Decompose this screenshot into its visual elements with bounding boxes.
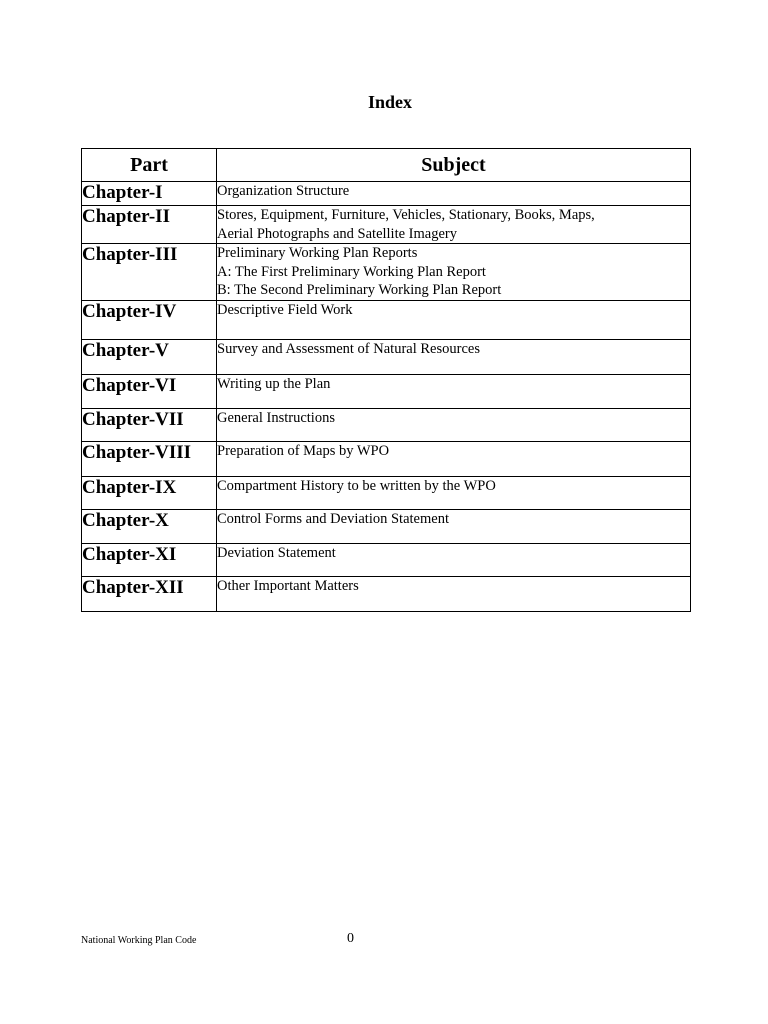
chapter-subject <box>217 477 691 510</box>
chapter-label: Chapter-IX <box>82 477 217 510</box>
chapter-label: Chapter-VI <box>82 375 217 409</box>
chapter-label: Chapter-VII <box>82 409 217 442</box>
page-number: 0 <box>347 931 354 946</box>
chapter-label: Chapter-V <box>82 340 217 375</box>
subject-line: Compartment History to be written by the WPO <box>217 478 496 494</box>
table-row <box>82 182 691 206</box>
subject-column-header: Subject <box>217 149 691 182</box>
subject-line: Preliminary Working Plan Reports <box>217 245 418 261</box>
chapter-label: Chapter-IV <box>82 301 217 340</box>
table-row <box>82 544 691 577</box>
chapter-label: Chapter-VIII <box>82 442 217 477</box>
subject-line: Organization Structure <box>217 183 350 199</box>
chapter-subject <box>217 340 691 375</box>
index-table <box>81 148 691 612</box>
chapter-subject <box>217 409 691 442</box>
table-row <box>82 301 691 340</box>
chapter-subject <box>217 301 691 340</box>
chapter-label: Chapter-II <box>82 206 217 244</box>
page-title: Index <box>367 92 412 112</box>
subject-line: Preparation of Maps by WPO <box>217 443 390 459</box>
chapter-subject <box>217 244 691 301</box>
subject-line: Survey and Assessment of Natural Resources <box>217 341 480 357</box>
subject-line: B: The Second Preliminary Working Plan Report <box>217 282 502 298</box>
chapter-subject <box>217 544 691 577</box>
table-header-row <box>82 149 691 182</box>
table-row <box>82 206 691 244</box>
subject-line: Descriptive Field Work <box>217 302 353 318</box>
table-row <box>82 244 691 301</box>
subject-line: General Instructions <box>217 410 335 426</box>
chapter-subject <box>217 577 691 612</box>
chapter-label: Chapter-XI <box>82 544 217 577</box>
table-row <box>82 477 691 510</box>
chapter-label: Chapter-III <box>82 244 217 301</box>
table-row <box>82 442 691 477</box>
chapter-label: Chapter-X <box>82 510 217 544</box>
table-row <box>82 375 691 409</box>
chapter-subject <box>217 206 691 244</box>
table-row <box>82 340 691 375</box>
table-row <box>82 409 691 442</box>
subject-line: A: The First Preliminary Working Plan Report <box>217 263 486 280</box>
chapter-subject <box>217 442 691 477</box>
chapter-subject <box>217 182 691 206</box>
chapter-subject <box>217 375 691 409</box>
chapter-label: Chapter-XII <box>82 577 217 612</box>
subject-line: Aerial Photographs and Satellite Imagery <box>217 225 457 242</box>
footer-document-title: National Working Plan Code <box>81 935 197 946</box>
subject-line: Stores, Equipment, Furniture, Vehicles, Stationary, Books, Maps, <box>217 207 595 223</box>
chapter-subject <box>217 510 691 544</box>
table-row <box>82 510 691 544</box>
subject-line: Writing up the Plan <box>217 376 331 392</box>
subject-line: Deviation Statement <box>217 545 336 561</box>
subject-line: Control Forms and Deviation Statement <box>217 511 449 527</box>
table-row <box>82 577 691 612</box>
subject-line: Other Important Matters <box>217 578 359 594</box>
chapter-label: Chapter-I <box>82 182 217 206</box>
part-column-header: Part <box>82 149 217 182</box>
